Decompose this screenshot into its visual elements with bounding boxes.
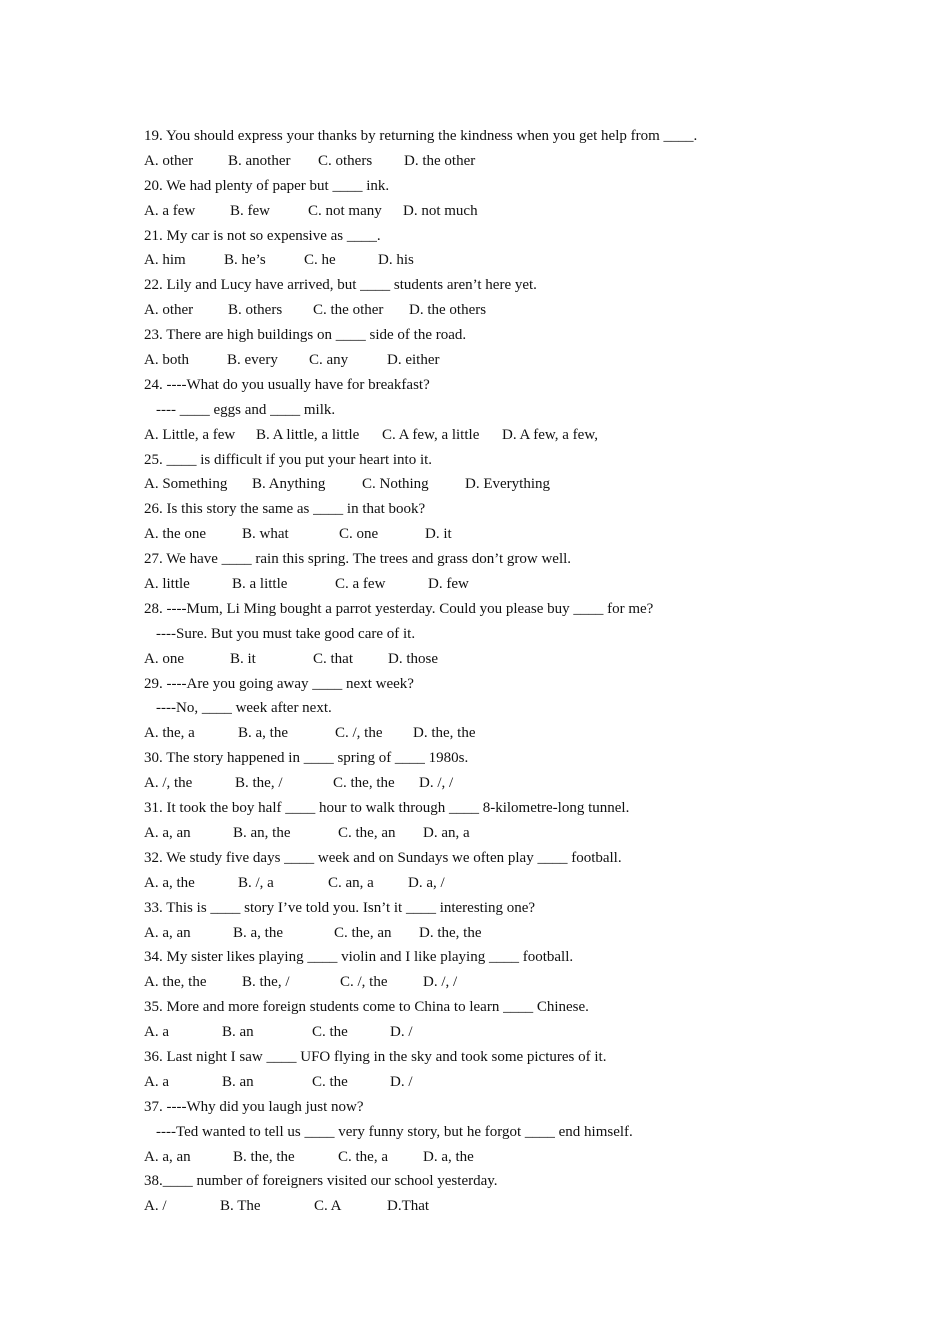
option-c[interactable]: C. any xyxy=(309,352,349,369)
question-33 xyxy=(144,896,844,946)
option-c[interactable]: C. the, an xyxy=(338,824,396,841)
option-d[interactable]: D. the other xyxy=(404,152,476,169)
question-stem: 31. It took the boy half ____ hour to walk through ____ 8-kilometre-long tunnel. xyxy=(144,800,630,817)
option-a[interactable]: A. little xyxy=(144,576,190,593)
question-stem: 32. We study five days ____ week and on Sundays we often play ____ football. xyxy=(144,849,622,866)
question-29 xyxy=(144,672,844,747)
option-b[interactable]: B. the, / xyxy=(242,974,290,991)
options-row xyxy=(144,647,844,672)
question-stem: 19. You should express your thanks by returning the kindness when you get help from ____. xyxy=(144,128,698,144)
option-b[interactable]: B. a little xyxy=(232,576,288,593)
option-c[interactable]: C. one xyxy=(339,526,379,543)
option-b[interactable]: B. an xyxy=(222,1024,254,1041)
option-b[interactable]: B. the, the xyxy=(233,1148,295,1165)
option-a[interactable]: A. Something xyxy=(144,476,228,493)
options-row xyxy=(144,348,844,373)
options-row xyxy=(144,572,844,597)
question-27 xyxy=(144,547,844,597)
option-b[interactable]: B. the, / xyxy=(235,775,283,792)
question-stem: 20. We had plenty of paper but ____ ink. xyxy=(144,177,390,194)
dialogue-line: ----No, ____ week after next. xyxy=(156,700,332,717)
options-row xyxy=(144,149,844,174)
option-a[interactable]: A. the one xyxy=(144,526,207,543)
dialogue-line: ----Ted wanted to tell us ____ very funny story, but he forgot ____ end himself. xyxy=(156,1123,633,1140)
options-row xyxy=(144,771,844,796)
option-a[interactable]: A. him xyxy=(144,252,186,269)
option-c[interactable]: C. /, the xyxy=(335,725,383,742)
option-a[interactable]: A. / xyxy=(144,1198,167,1215)
dialogue-line: ----Sure. But you must take good care of it. xyxy=(156,625,416,642)
option-c[interactable]: C. the, the xyxy=(333,775,395,792)
option-a[interactable]: A. the, the xyxy=(144,974,207,991)
option-b[interactable]: B. /, a xyxy=(238,874,274,891)
question-30 xyxy=(144,746,844,796)
option-d[interactable]: D. / xyxy=(390,1073,413,1090)
option-a[interactable]: A. a, an xyxy=(144,824,191,841)
question-19 xyxy=(144,124,844,174)
question-23 xyxy=(144,323,844,373)
options-row xyxy=(144,199,844,224)
option-b[interactable]: B. what xyxy=(242,526,289,543)
option-b[interactable]: B. he’s xyxy=(224,252,266,269)
option-c[interactable]: C. he xyxy=(304,252,336,269)
question-stem: 36. Last night I saw ____ UFO flying in the sky and took some pictures of it. xyxy=(144,1048,607,1065)
question-24 xyxy=(144,373,844,448)
options-row xyxy=(144,1145,844,1170)
question-20 xyxy=(144,174,844,224)
question-stem: 25. ____ is difficult if you put your heart into it. xyxy=(144,451,433,468)
options-row xyxy=(144,970,844,995)
option-a[interactable]: A. other xyxy=(144,302,194,319)
option-d[interactable]: D. Everything xyxy=(465,476,550,493)
option-a[interactable]: A. a xyxy=(144,1073,169,1090)
question-37 xyxy=(144,1095,844,1170)
question-36 xyxy=(144,1045,844,1095)
question-stem: 35. More and more foreign students come to China to learn ____ Chinese. xyxy=(144,999,589,1016)
options-row xyxy=(144,248,844,273)
options-row xyxy=(144,871,844,896)
option-c[interactable]: C. an, a xyxy=(328,874,374,891)
question-38 xyxy=(144,1169,844,1219)
option-d[interactable]: D. few xyxy=(428,576,469,593)
option-a[interactable]: A. one xyxy=(144,650,184,667)
option-a[interactable]: A. Little, a few xyxy=(144,426,236,443)
option-b[interactable]: B. A little, a little xyxy=(256,426,360,443)
option-a[interactable]: A. a, the xyxy=(144,874,195,891)
option-b[interactable]: B. others xyxy=(228,302,283,319)
option-c[interactable]: C. others xyxy=(318,152,373,169)
options-row xyxy=(144,721,844,746)
option-b[interactable]: B. a, the xyxy=(233,924,283,941)
option-a[interactable]: A. a, an xyxy=(144,1148,191,1165)
question-stem: 37. ----Why did you laugh just now? xyxy=(144,1098,364,1115)
question-21 xyxy=(144,224,844,274)
option-a[interactable]: A. the, a xyxy=(144,725,195,742)
question-stem: 21. My car is not so expensive as ____. xyxy=(144,227,381,244)
question-stem: 34. My sister likes playing ____ violin and I like playing ____ football. xyxy=(144,949,574,966)
option-c[interactable]: C. the xyxy=(312,1024,348,1041)
option-c[interactable]: C. the, an xyxy=(334,924,392,941)
option-b[interactable]: B. another xyxy=(228,152,291,169)
option-d[interactable]: D. it xyxy=(425,526,452,543)
option-c[interactable]: C. A xyxy=(314,1198,342,1215)
question-stem: 26. Is this story the same as ____ in that book? xyxy=(144,501,426,518)
option-b[interactable]: B. it xyxy=(230,650,256,667)
question-stem: 33. This is ____ story I’ve told you. Isn’t it ____ interesting one? xyxy=(144,899,536,916)
option-a[interactable]: A. /, the xyxy=(144,775,193,792)
option-d[interactable]: D. /, / xyxy=(419,775,454,792)
question-34 xyxy=(144,945,844,995)
question-stem: 38.____ number of foreigners visited our school yesterday. xyxy=(144,1173,498,1190)
option-b[interactable]: B. few xyxy=(230,202,270,219)
question-stem: 30. The story happened in ____ spring of ____ 1980s. xyxy=(144,750,469,767)
option-c[interactable]: C. that xyxy=(313,650,353,667)
option-c[interactable]: C. Nothing xyxy=(362,476,429,493)
option-d[interactable]: D. his xyxy=(378,252,414,269)
option-b[interactable]: B. a, the xyxy=(238,725,288,742)
option-b[interactable]: B. The xyxy=(220,1198,261,1215)
option-a[interactable]: A. a few xyxy=(144,202,196,219)
options-row xyxy=(144,472,844,497)
option-c[interactable]: C. the, a xyxy=(338,1148,388,1165)
option-d[interactable]: D. not much xyxy=(403,202,478,219)
options-row xyxy=(144,821,844,846)
question-31 xyxy=(144,796,844,846)
question-stem: 27. We have ____ rain this spring. The trees and grass don’t grow well. xyxy=(144,551,572,568)
question-26 xyxy=(144,497,844,547)
question-28 xyxy=(144,597,844,672)
options-row xyxy=(144,423,844,448)
question-stem: 24. ----What do you usually have for breakfast? xyxy=(144,376,430,393)
option-a[interactable]: A. other xyxy=(144,152,194,169)
question-stem: 28. ----Mum, Li Ming bought a parrot yesterday. Could you please buy ____ for me? xyxy=(144,600,654,617)
option-c[interactable]: C. the other xyxy=(313,302,384,319)
option-d[interactable]: D.That xyxy=(387,1198,430,1215)
option-d[interactable]: D. a, / xyxy=(408,874,445,891)
option-c[interactable]: C. the xyxy=(312,1073,348,1090)
option-d[interactable]: D. either xyxy=(387,352,440,369)
options-row xyxy=(144,298,844,323)
option-b[interactable]: B. an, the xyxy=(233,824,291,841)
question-32 xyxy=(144,846,844,896)
worksheet xyxy=(144,124,844,1219)
question-35 xyxy=(144,995,844,1045)
option-a[interactable]: A. a xyxy=(144,1024,169,1041)
option-d[interactable]: D. the others xyxy=(409,302,487,319)
option-b[interactable]: B. an xyxy=(222,1073,254,1090)
option-d[interactable]: D. those xyxy=(388,650,438,667)
option-d[interactable]: D. an, a xyxy=(423,824,470,841)
option-d[interactable]: D. a, the xyxy=(423,1148,474,1165)
question-stem: 22. Lily and Lucy have arrived, but ____ students aren’t here yet. xyxy=(144,277,537,294)
option-c[interactable]: C. A few, a little xyxy=(382,426,480,443)
question-25 xyxy=(144,448,844,498)
option-c[interactable]: C. not many xyxy=(308,202,382,219)
option-d[interactable]: D. the, the xyxy=(413,725,476,742)
question-22 xyxy=(144,273,844,323)
option-b[interactable]: B. every xyxy=(227,352,278,369)
option-a[interactable]: A. both xyxy=(144,352,189,369)
option-a[interactable]: A. a, an xyxy=(144,924,191,941)
option-d[interactable]: D. / xyxy=(390,1024,413,1041)
option-d[interactable]: D. A few, a few, xyxy=(502,426,598,443)
options-row xyxy=(144,1020,844,1045)
dialogue-line: ---- ____ eggs and ____ milk. xyxy=(156,401,336,418)
question-stem: 23. There are high buildings on ____ side of the road. xyxy=(144,327,467,344)
option-c[interactable]: C. /, the xyxy=(340,974,388,991)
option-d[interactable]: D. the, the xyxy=(419,924,482,941)
option-d[interactable]: D. /, / xyxy=(423,974,458,991)
options-row xyxy=(144,1194,844,1219)
options-row xyxy=(144,1070,844,1095)
option-c[interactable]: C. a few xyxy=(335,576,386,593)
options-row xyxy=(144,522,844,547)
options-row xyxy=(144,921,844,946)
question-stem: 29. ----Are you going away ____ next week? xyxy=(144,675,414,692)
option-b[interactable]: B. Anything xyxy=(252,476,326,493)
